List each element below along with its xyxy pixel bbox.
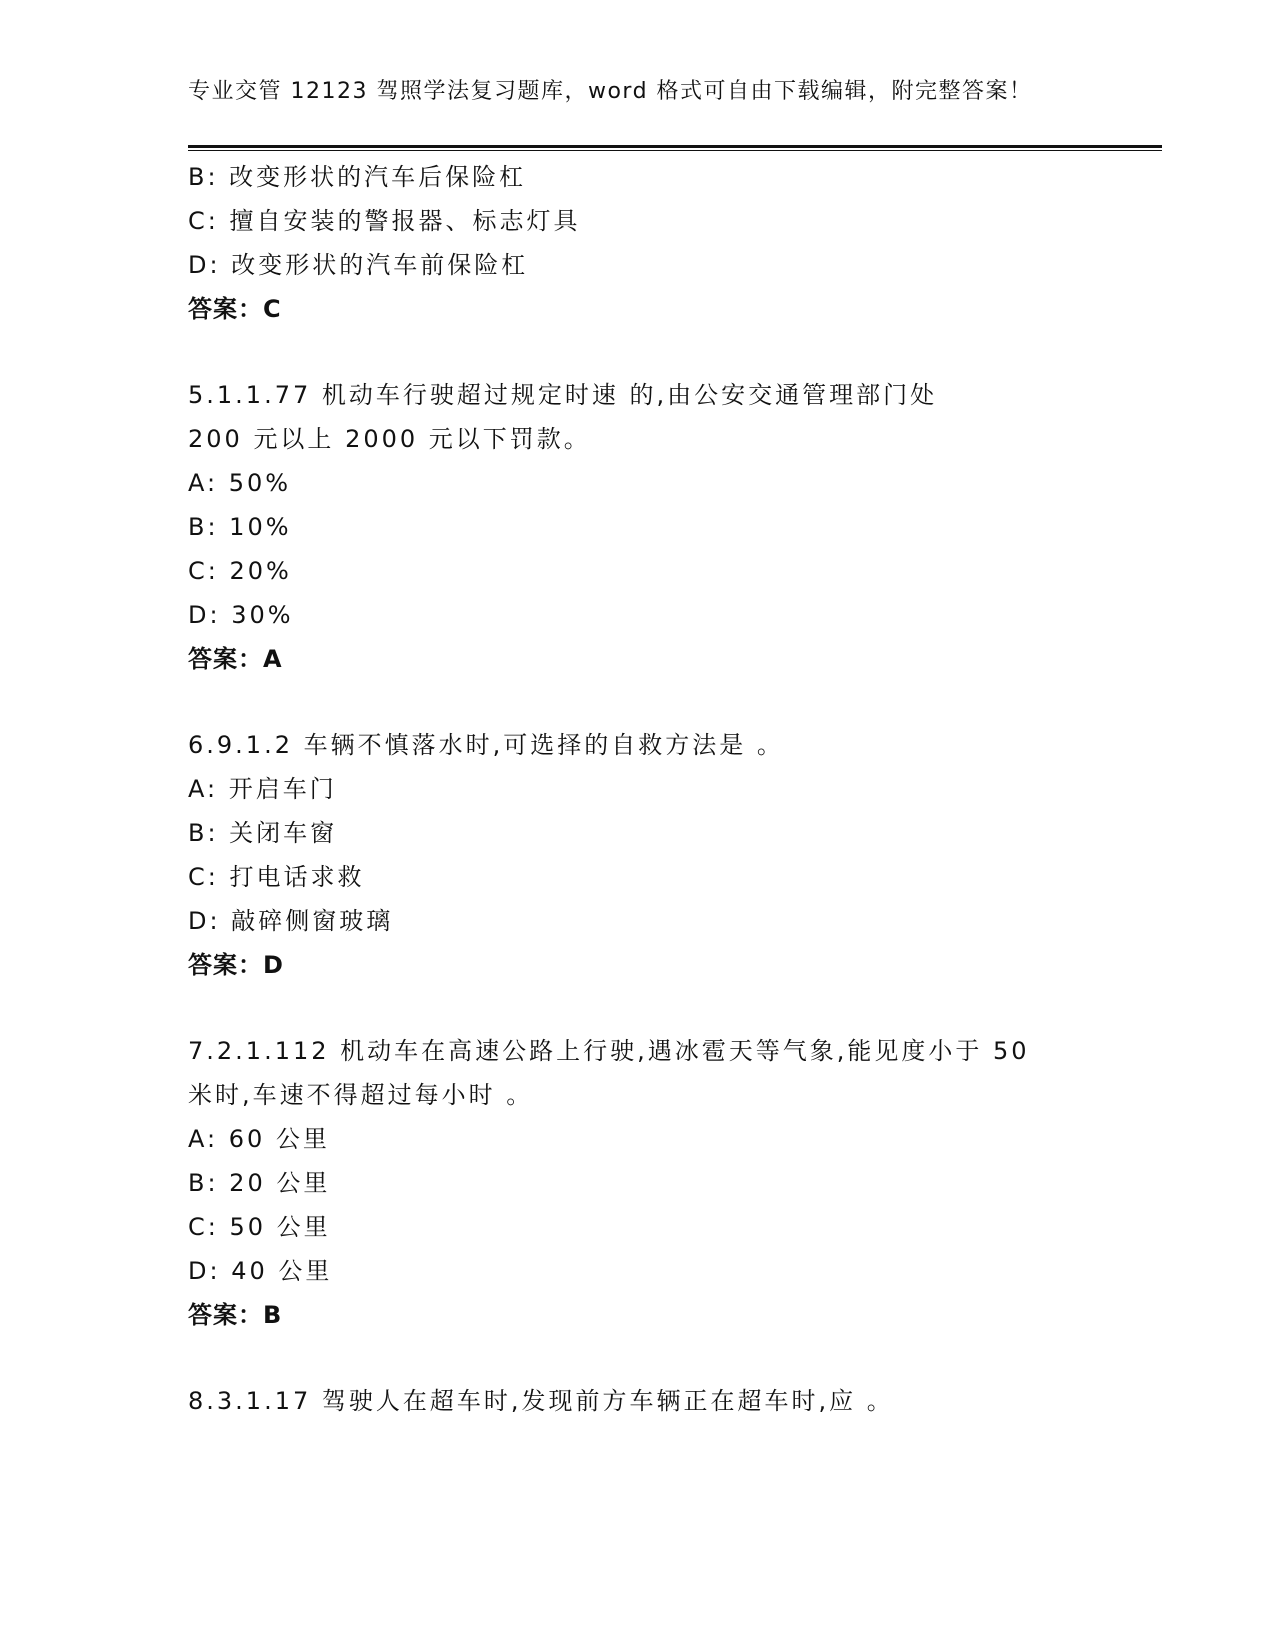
option-c: C: 打电话求救	[188, 863, 365, 891]
option-a: A: 60 公里	[188, 1125, 330, 1153]
option-d: D: 敲碎侧窗玻璃	[188, 907, 394, 935]
header-rule-thick	[188, 145, 1162, 148]
option-d: D: 30%	[188, 601, 294, 629]
option-b: B: 关闭车窗	[188, 819, 338, 847]
question-8-text: 8.3.1.17 驾驶人在超车时,发现前方车辆正在超车时,应 。	[188, 1387, 894, 1415]
question-5-text: 5.1.1.77 机动车行驶超过规定时速 的,由公安交通管理部门处	[188, 381, 938, 409]
option-d: D: 40 公里	[188, 1257, 333, 1285]
option-c: C: 擅自安装的警报器、标志灯具	[188, 207, 581, 235]
option-d: D: 改变形状的汽车前保险杠	[188, 251, 529, 279]
option-b: B: 20 公里	[188, 1169, 331, 1197]
question-5-text-cont: 200 元以上 2000 元以下罚款。	[188, 425, 591, 453]
option-a: A: 50%	[188, 469, 292, 497]
question-7-text-cont: 米时,车速不得超过每小时 。	[188, 1081, 534, 1109]
answer: 答案：A	[188, 645, 283, 673]
question-7-text: 7.2.1.112 机动车在高速公路上行驶,遇冰雹天等气象,能见度小于 50	[188, 1037, 1030, 1065]
option-c: C: 50 公里	[188, 1213, 331, 1241]
answer: 答案：D	[188, 951, 284, 979]
answer: 答案：B	[188, 1301, 283, 1329]
option-c: C: 20%	[188, 557, 292, 585]
answer: 答案：C	[188, 295, 282, 323]
page-header: 专业交管 12123 驾照学法复习题库，word 格式可自由下载编辑，附完整答案！	[188, 79, 1033, 104]
question-6-text: 6.9.1.2 车辆不慎落水时,可选择的自救方法是 。	[188, 731, 784, 759]
option-b: B: 10%	[188, 513, 292, 541]
option-a: A: 开启车门	[188, 775, 337, 803]
header-rule-thin	[188, 150, 1162, 151]
option-b: B: 改变形状的汽车后保险杠	[188, 163, 527, 191]
